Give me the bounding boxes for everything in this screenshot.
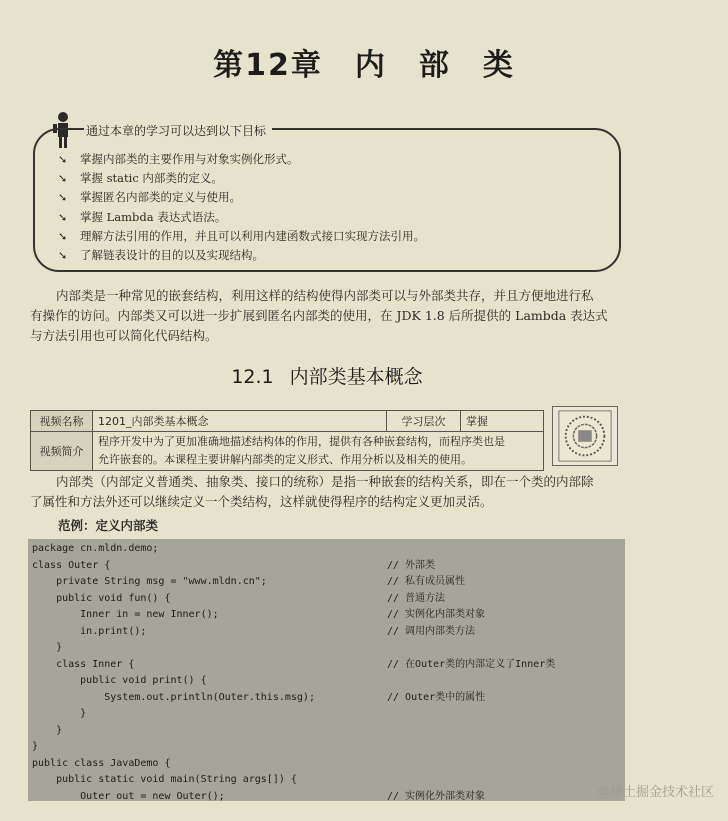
code-comment: // 在Outer类的内部定义了Inner类 [387,658,556,670]
goal-text: 了解链表设计的目的以及实现结构。 [80,247,264,262]
qr-code-icon[interactable] [552,406,618,466]
goal-item [58,150,425,169]
code-line: class Inner { [32,658,135,670]
code-line: class Outer { [32,559,111,571]
video-info-table [30,410,544,471]
goals-list [58,150,425,265]
code-line: } [32,741,39,752]
goal-item [58,208,425,227]
goal-item [58,227,425,246]
goal-text: 掌握 static 内部类的定义。 [80,171,223,186]
code-line: } [32,724,63,736]
code-comment: // 外部类 [387,559,436,571]
code-comment: // 普通方法 [387,592,446,604]
summary-line: 允许嵌套的。本课程主要讲解内部类的定义形式、作用分析以及相关的使用。 [98,453,472,466]
code-line: public static void main(String args[]) { [32,774,297,785]
code-line: public void fun() { [32,592,171,604]
code-line: } [32,642,63,653]
code-line: package cn.mldn.demo; [32,543,159,554]
goal-text: 掌握匿名内部类的定义与使用。 [80,190,241,205]
goal-item [58,169,425,188]
goal-text: 掌握 Lambda 表达式语法。 [80,209,227,224]
goals-heading: 通过本章的学习可以达到以下目标 [84,122,272,139]
code-comment: // 调用内部类方法 [387,625,476,637]
concept-line: 内部类（内部定义普通类、抽象类、接口的统称）是指一种嵌套的结构关系，即在一个类的内部除 [56,474,594,489]
intro-paragraph [30,286,630,346]
summary-line: 程序开发中为了更加准确地描述结构体的作用，提供有各种嵌套结构，而程序类也是 [98,435,505,448]
code-line: Outer out = new Outer(); [32,790,225,801]
code-line: } [32,708,87,719]
summary-value [93,432,544,471]
summary-label: 视频简介 [31,432,93,471]
concept-paragraph [30,472,630,512]
watermark: @稀土掘金技术社区 [596,785,714,800]
example-title: 范例：定义内部类 [58,518,159,533]
code-line: public class JavaDemo { [32,757,171,769]
arrow-icon: ➘ [58,191,68,205]
concept-line: 了属性和方法外还可以继续定义一个类结构，这样就使得程序的结构定义更加灵活。 [30,494,493,509]
intro-line: 内部类是一种常见的嵌套结构，利用这样的结构使得内部类可以与外部类共存，并且方便地进行私 [56,288,594,303]
code-line: Inner in = new Inner(); [32,609,219,620]
goal-item [58,188,425,207]
code-comment: // 实例化外部类对象 [387,790,486,801]
code-comment: // 实例化内部类对象 [387,609,486,620]
intro-line: 与方法引用也可以简化代码结构。 [30,328,218,343]
level-value: 掌握 [461,411,544,432]
section-heading [0,362,654,389]
code-comment: // Outer类中的属性 [387,691,486,703]
level-label: 学习层次 [387,411,461,432]
code-comment: // 私有成员属性 [387,576,466,587]
arrow-icon: ➘ [58,153,68,166]
code-line: in.print(); [32,625,147,637]
arrow-icon: ➘ [58,248,68,262]
section-number: 12.1 [231,366,274,388]
arrow-icon: ➘ [58,210,68,224]
goal-text: 掌握内部类的主要作用与对象实例化形式。 [80,152,299,166]
chapter-title: 第12章 内 部 类 [213,48,515,83]
video-name-label: 视频名称 [31,411,93,432]
goal-text: 理解方法引用的作用，并且可以利用内建函数式接口实现方法引用。 [80,228,425,243]
section-title: 内部类基本概念 [289,366,423,388]
arrow-icon: ➘ [58,229,68,243]
arrow-icon: ➘ [58,172,68,186]
intro-line: 有操作的访问。内部类又可以进一步扩展到匿名内部类的使用，在 JDK 1.8 后所提供的 Lambda 表达式 [30,308,608,323]
code-line: private String msg = "www.mldn.cn"; [32,576,267,587]
code-block [28,539,625,801]
code-line: System.out.println(Outer.this.msg); [32,691,315,703]
code-line: public void print() { [32,675,207,686]
goal-item [58,246,425,265]
video-name-value: 1201_内部类基本概念 [93,411,387,432]
